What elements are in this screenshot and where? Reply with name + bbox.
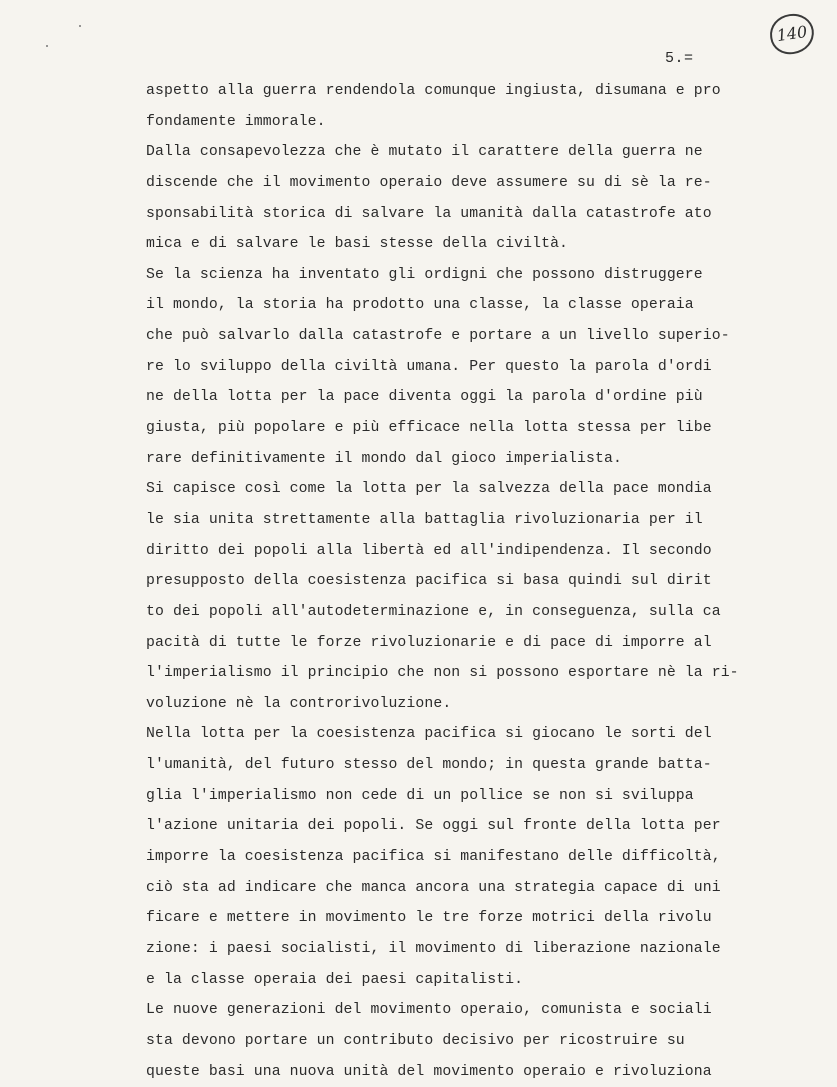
text-line: voluzione nè la controrivoluzione. bbox=[146, 689, 806, 720]
text-line: sta devono portare un contributo decisivo per ricostruire su bbox=[146, 1026, 806, 1057]
paper-speck bbox=[46, 45, 48, 47]
text-line: l'umanità, del futuro stesso del mondo; in questa grande batta- bbox=[146, 750, 806, 781]
paper-speck bbox=[79, 25, 81, 27]
text-line: presupposto della coesistenza pacifica si basa quindi sul dirit bbox=[146, 566, 806, 597]
text-line: Le nuove generazioni del movimento operaio, comunista e sociali bbox=[146, 995, 806, 1026]
text-line: Se la scienza ha inventato gli ordigni che possono distruggere bbox=[146, 260, 806, 291]
text-line: diritto dei popoli alla libertà ed all'indipendenza. Il secondo bbox=[146, 536, 806, 567]
text-line: imporre la coesistenza pacifica si manifestano delle difficoltà, bbox=[146, 842, 806, 873]
text-line: glia l'imperialismo non cede di un pollice se non si sviluppa bbox=[146, 781, 806, 812]
text-line: l'azione unitaria dei popoli. Se oggi sul fronte della lotta per bbox=[146, 811, 806, 842]
text-line: re lo sviluppo della civiltà umana. Per questo la parola d'ordi bbox=[146, 352, 806, 383]
text-line: e la classe operaia dei paesi capitalisti. bbox=[146, 965, 806, 996]
text-line: giusta, più popolare e più efficace nella lotta stessa per libe bbox=[146, 413, 806, 444]
body-text bbox=[146, 76, 806, 1087]
text-line: le sia unita strettamente alla battaglia rivoluzionaria per il bbox=[146, 505, 806, 536]
text-line: Si capisce così come la lotta per la salvezza della pace mondia bbox=[146, 474, 806, 505]
text-line: il mondo, la storia ha prodotto una classe, la classe operaia bbox=[146, 290, 806, 321]
text-line: l'imperialismo il principio che non si possono esportare nè la ri- bbox=[146, 658, 806, 689]
text-line: pacità di tutte le forze rivoluzionarie e di pace di imporre al bbox=[146, 628, 806, 659]
text-line: ciò sta ad indicare che manca ancora una strategia capace di uni bbox=[146, 873, 806, 904]
text-line: Nella lotta per la coesistenza pacifica si giocano le sorti del bbox=[146, 719, 806, 750]
text-line: to dei popoli all'autodeterminazione e, in conseguenza, sulla ca bbox=[146, 597, 806, 628]
text-line: zione: i paesi socialisti, il movimento di liberazione nazionale bbox=[146, 934, 806, 965]
text-line: Dalla consapevolezza che è mutato il carattere della guerra ne bbox=[146, 137, 806, 168]
page-number: 5.= bbox=[665, 50, 694, 67]
text-line: ne della lotta per la pace diventa oggi la parola d'ordine più bbox=[146, 382, 806, 413]
text-line: aspetto alla guerra rendendola comunque ingiusta, disumana e pro bbox=[146, 76, 806, 107]
text-line: ficare e mettere in movimento le tre forze motrici della rivolu bbox=[146, 903, 806, 934]
text-line: queste basi una nuova unità del movimento operaio e rivoluziona bbox=[146, 1057, 806, 1087]
text-line: fondamente immorale. bbox=[146, 107, 806, 138]
text-line: mica e di salvare le basi stesse della civiltà. bbox=[146, 229, 806, 260]
text-line: sponsabilità storica di salvare la umanità dalla catastrofe ato bbox=[146, 199, 806, 230]
text-line: rare definitivamente il mondo dal gioco imperialista. bbox=[146, 444, 806, 475]
archive-stamp-number: 140 bbox=[767, 11, 816, 57]
text-line: che può salvarlo dalla catastrofe e portare a un livello superio- bbox=[146, 321, 806, 352]
text-line: discende che il movimento operaio deve assumere su di sè la re- bbox=[146, 168, 806, 199]
